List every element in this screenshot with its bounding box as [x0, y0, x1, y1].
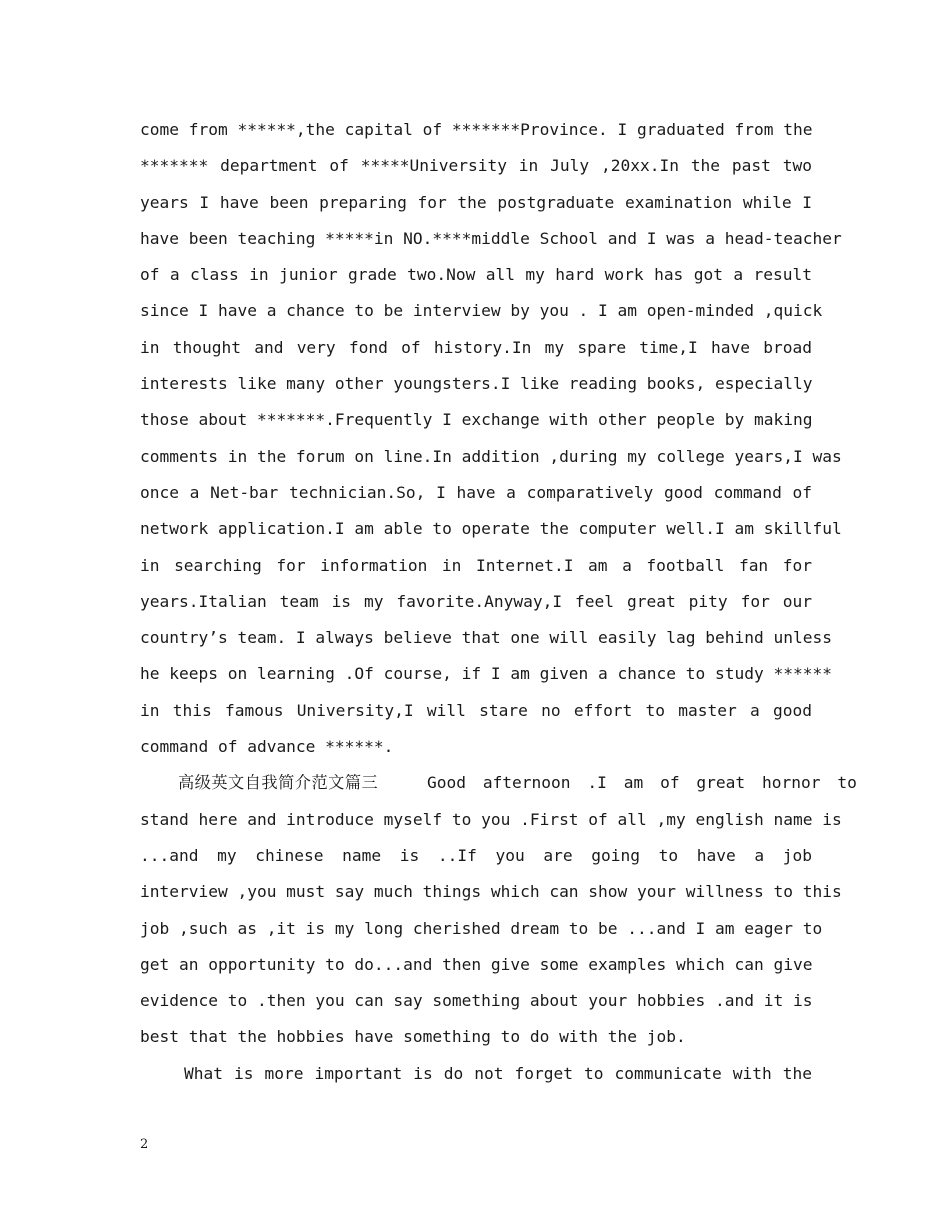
body-text	[140, 112, 857, 1092]
text-line: best that the hobbies have something to do with the job.	[140, 1027, 686, 1047]
text-line: stand here and introduce myself to you .First of all ,my english name is	[140, 809, 842, 829]
section-first-line	[140, 765, 857, 801]
text-line: get an opportunity to do...and then give some examples which can give	[140, 954, 813, 974]
text-line: country’s team. I always believe that one will easily lag behind unless	[140, 628, 832, 648]
text-line: years I have been preparing for the postgraduate examination while I	[140, 192, 812, 212]
text-line: interview ,you must say much things which can show your willness to this	[140, 882, 842, 902]
text-line: come from ******,the capital of *******Province. I graduated from the	[140, 120, 813, 139]
section-text: Good afternoon .I am of great hornor to	[426, 773, 857, 793]
text-line: once a Net-bar technician.So, I have a comparatively good command of	[140, 482, 812, 502]
text-line: he keeps on learning .Of course, if I am given a chance to study ******	[140, 664, 832, 684]
text-line: comments in the forum on line.In addition ,during my college years,I was	[140, 446, 842, 466]
closing-line: What is more important is do not forget to communicate with the	[184, 1063, 812, 1083]
text-line: job ,such as ,it is my long cherished dream to be ...and I am eager to	[140, 918, 823, 938]
text-line: interests like many other youngsters.I like reading books, especially	[140, 374, 813, 394]
text-line: in this famous University,I will stare no effort to master a good	[140, 700, 812, 720]
text-line: in thought and very fond of history.In my spare time,I have broad	[140, 337, 812, 357]
text-line: those about *******.Frequently I exchange with other people by making	[140, 410, 813, 430]
text-line: ******* department of *****University in July ,20xx.In the past two	[140, 156, 812, 176]
text-line: in searching for information in Internet.I am a football fan for	[140, 555, 812, 575]
text-line: since I have a chance to be interview by you . I am open-minded ,quick	[140, 301, 823, 321]
text-line: evidence to .then you can say something about your hobbies .and it is	[140, 991, 813, 1011]
text-line: of a class in junior grade two.Now all my hard work has got a result	[140, 265, 812, 285]
text-line: ...and my chinese name is ..If you are going to have a job	[140, 845, 812, 865]
text-line: network application.I am able to operate the computer well.I am skillful	[140, 519, 842, 539]
text-line: command of advance ******.	[140, 737, 394, 757]
text-line: have been teaching *****in NO.****middle School and I was a head-teacher	[140, 228, 842, 248]
text-line: years.Italian team is my favorite.Anyway,I feel great pity for our	[140, 591, 812, 611]
page-number: 2	[140, 1137, 149, 1152]
section-heading: 高级英文自我简介范文篇三	[178, 773, 379, 793]
